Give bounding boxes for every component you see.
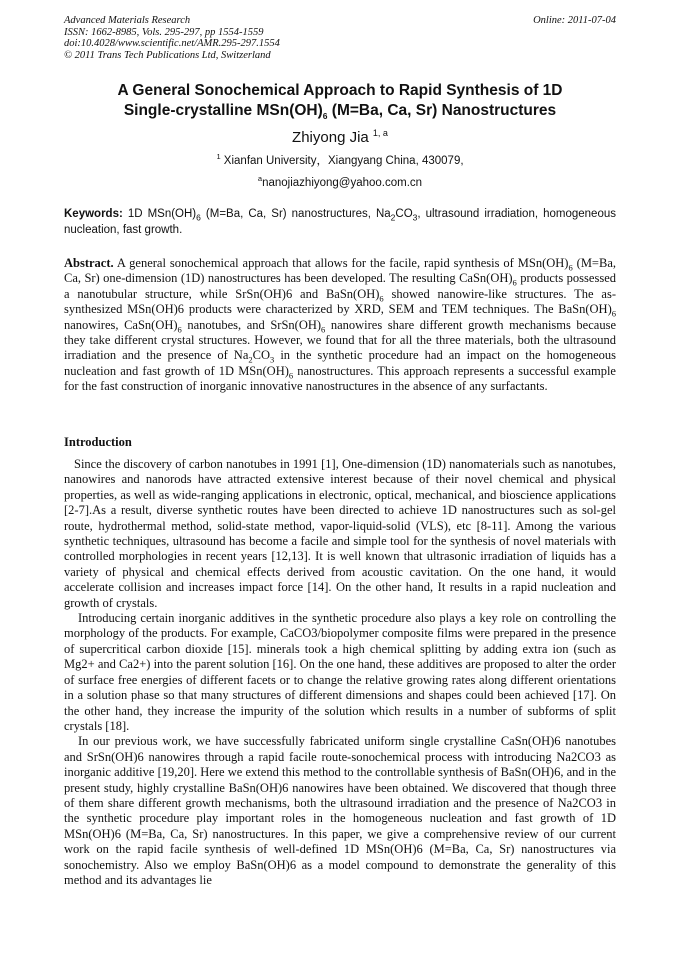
abstract-label: Abstract. [64,256,114,270]
paragraph-1: Since the discovery of carbon nanotubes in 1991 [1], One-dimension (1D) nanomaterials such as nanotubes, nanowires and nanorods have attracted extensive interest because of their novel chemical and physical properties, as well as wide-ranging applications in electronic, optical, mechanical, and bioscience applications [2-7].As a result, diverse synthetic routes have been directed to achieve 1D nanostructures such as sol-gel route, hydrothermal method, solid-state method, vapor-liquid-solid (VLS), etc [8-11]. Among the various synthetic techniques, ultrasound has become a facile and simple tool for the synthesis of novel materials with controlled morphologies in recent years [12,13]. It is well known that ultrasonic irradiation of liquids has a variety of physical and chemical effects derived from acoustic cavitation. On the one hand, it would accelerate collision and increases impact force [14]. On the other hand, It results in a rapid nucleation and growth of crystals. [64,457,616,610]
issn-line: ISSN: 1662-8985, Vols. 295-297, pp 1554-1559 [64,26,264,38]
abstract: Abstract. A general sonochemical approach that allows for the facile, rapid synthesis of $MSn(OH)_6$ (M=Ba, Ca, Sr) one-dimension (1D) nanostructures has been developed. The resulting $CaSn(OH)_6$ products possessed a nanotubular structure, while SrSn(OH)6 and $BaSn(OH)_6$ showed nanowire-like structures. The as-synthesized MSn(OH)6 products were characterized by XRD, SEM and TEM techniques. The $BaSn(OH)_6$ nanowires, $CaSn(OH)_6$ nanotubes, and $SrSn(OH)_6$ nanowires share different growth mechanisms because they take different crystal structures. However, we found that for all the three materials, both the ultrasound irradiation and the presence of $Na_2CO_3$ in the synthetic procedure had an impact on the homogeneous nucleation and fast growth of 1D $MSn(OH)_6$ nanostructures. This approach represents a successful example for the fast construction of inorganic innovative nanostructures in the absence of any surfactants. [64,256,617,394]
paragraph-3: In our previous work, we have successfully fabricated uniform single crystalline CaSn(OH)6 nanotubes and SrSn(OH)6 nanowires through a rapid facile route-sonochemical process with introducing Na2CO3 as inorganic additive [19,20]. Here we extend this method to the controllable synthesis of BaSn(OH)6, and in the present study, highly crystalline BaSn(OH)6 nanowires have been obtained. We discovered that though three of them share different growth mechanisms, both the ultrasound irradiation and the presence of Na2CO3 in the synthetic procedure play important roles in the homogeneous nucleation and fast growth of 1D MSn(OH)6 (M=Ba, Ca, Sr) nanostructures. In this paper, we give a comprehensive review of our current work on the rapid facile synthesis of well-defined 1D MSn(OH)6 (M=Ba, Ca, Sr) nanostructures via sonochemistry. Also we employ BaSn(OH)6 as a model compound to demonstrate the generality of this method and its advantages lie [64,734,616,887]
title-line-1: A General Sonochemical Approach to Rapid Synthesis of 1D [117,82,563,99]
paragraph-2: Introducing certain inorganic additives in the synthetic procedure also plays a key role on controlling the morphology of the products. For example, CaCO3/biopolymer composite films were prepared in the presence of supercritical carbon dioxide [15]. minerals took a high chemical splitting by adding extra ion (such as Mg2+ and Ca2+) into the parent solution [16]. On the one hand, these additives are proposed to alter the order of surface free energies of different facets or to change the relative growing rates along different orientations in a solution phase so that many structures of different dimensions and shapes could been achieved [17]. On the other hand, they increase the impurity of the solution which results in a number of subforms of split crystals [18]. [64,611,616,733]
author-sup: 1, a [372,128,388,138]
affiliation: $^1$ Xianfan University，Xiangyang China, 430079, [216,152,464,167]
title-line-2: Single-crystalline $MSn(OH)_6$ (M=Ba, Ca, Sr) Nanostructures [123,101,557,121]
journal-name: Advanced Materials Research [64,15,191,26]
author-email: $^a$nanojiazhiyong@yahoo.com.cn [257,174,423,189]
copyright-line: © 2011 Trans Tech Publications Ltd, Switzerland [64,49,271,61]
keywords: Keywords: 1D $MSn(OH)_6$ (M=Ba, Ca, Sr) nanostructures, $Na_2CO_3$, ultrasound irradiation, homogeneous nucleation, fast growth. [64,208,616,236]
journal-header [64,15,616,61]
author-name: Zhiyong Jia [292,129,373,146]
paper-title [64,81,616,120]
online-date: Online: 2011-07-04 [533,15,616,26]
introduction-body [64,457,616,953]
keywords-label: Keywords: [64,208,123,220]
author-line [64,124,616,147]
section-heading-introduction: Introduction [64,435,132,449]
doi-line: doi:10.4028/www.scientific.net/AMR.295-297.1554 [64,38,280,49]
